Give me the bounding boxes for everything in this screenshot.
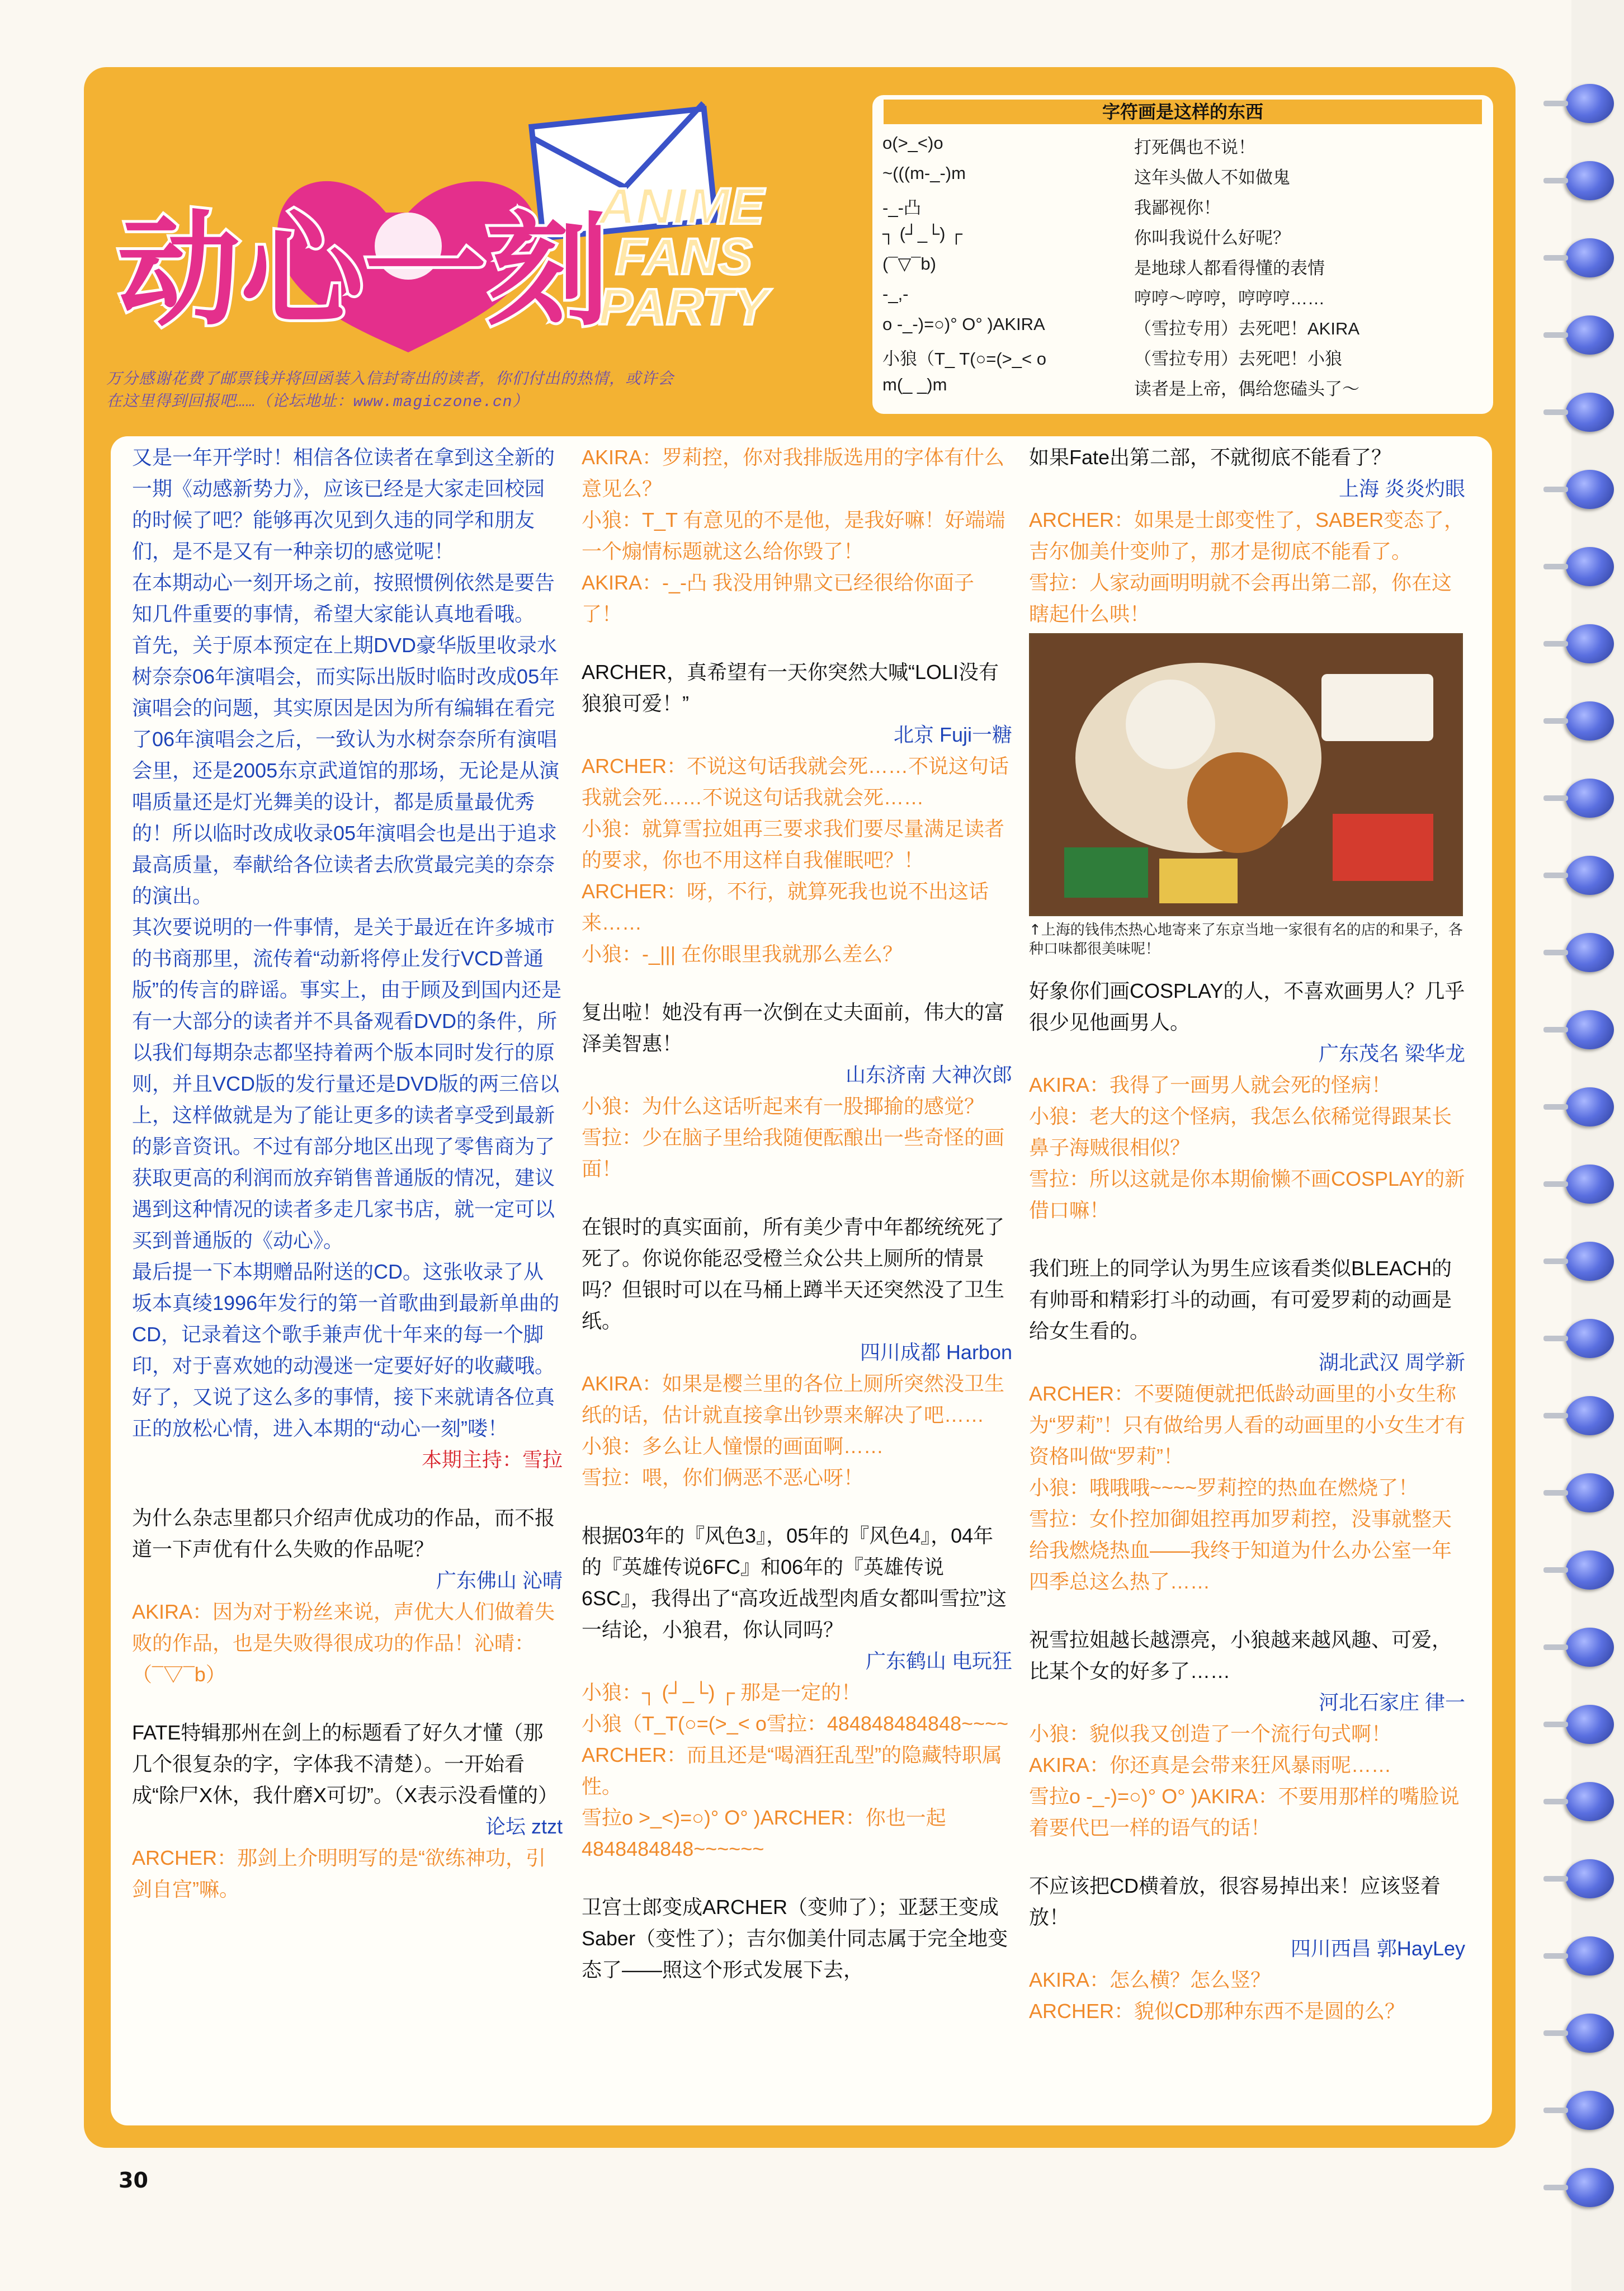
editor-reply: ARCHER：不说这句话我就会死……不说这句话我就会死……不说这句话我就会死……: [582, 755, 1009, 809]
ascii-meaning: 你叫我说什么好呢？: [1134, 228, 1290, 248]
ascii-face: o -_-)=○)° O° )AKIRA: [882, 314, 1045, 334]
reader-signature: 山东济南 大神次郎: [845, 1063, 1012, 1086]
host-editorial: 在本期动心一刻开场之前，按照惯例依然是要告知几件重要的事情，希望大家能认真地看哦。: [132, 571, 555, 625]
spacer: [1029, 1597, 1465, 1624]
ascii-face: m(_ _)m: [882, 375, 947, 394]
editor-reply: 雪拉：喂，你们俩恶不恶心呀！: [582, 1466, 864, 1489]
ascii-face: ┐ (┘_└) ┌: [882, 224, 962, 243]
ascii-meaning: 打死偶也不说！: [1134, 138, 1255, 157]
spacer: [582, 1493, 1012, 1520]
binding-ring: [1566, 1859, 1614, 1898]
ascii-face: ~(((m-_-)m: [882, 163, 966, 183]
spacer: [132, 1476, 563, 1502]
letter-text: ARCHER，真希望有一天你突然大喊“LOLI没有狼狼可爱！”: [582, 661, 999, 715]
reader-signature: 论坛 ztzt: [485, 1815, 563, 1838]
spacer: [582, 970, 1012, 997]
column-middle: [582, 442, 1012, 1986]
reader-signature: 湖北武汉 周学新: [1318, 1351, 1465, 1374]
binding-ring: [1566, 1473, 1614, 1512]
binding-ring: [1566, 1242, 1614, 1281]
letter-text: 卫宫士郎变成ARCHER（变帅了）；亚瑟王变成Saber（变性了）；吉尔伽美什同志属于完全地变态了——照这个形式发展下去，: [582, 1896, 1008, 1981]
binding-ring: [1566, 701, 1614, 741]
binding-ring: [1566, 2168, 1614, 2207]
editor-reply: 雪拉o >_<)=○)° O° )ARCHER：你也一起4848484848~~~~~~: [582, 1806, 946, 1860]
binding-ring: [1566, 2014, 1614, 2053]
ascii-row: [882, 133, 1486, 162]
spacer: [582, 1865, 1012, 1892]
wagashi-photo: [1029, 633, 1463, 916]
logo-sub-1: ANIME: [598, 178, 764, 235]
editor-reply: AKIRA：我得了一画男人就会死的怪病！: [1029, 1073, 1392, 1096]
intro-line: 万分感谢花费了邮票钱并将回函装入信封寄出的读者，你们付出的热情，或许会: [106, 371, 674, 389]
page-number: 30: [119, 2168, 148, 2193]
binding-ring: [1566, 1936, 1614, 1976]
host-editorial: 又是一年开学时！相信各位读者在拿到这全新的一期《动感新势力》，应该已经是大家走回校园的时候了吧？能够再次见到久违的同学和朋友们，是不是又有一种亲切的感觉呢！: [132, 446, 555, 563]
editor-reply: AKIRA：因为对于粉丝来说，声优大人们做着失败的作品，也是失败得很成功的作品！沁晴：（¯▽¯b）: [132, 1600, 555, 1686]
binding-ring: [1566, 1396, 1614, 1435]
reader-signature: 广东茂名 梁华龙: [1318, 1042, 1465, 1065]
reader-signature: 上海 炎炎灼眼: [1338, 477, 1465, 500]
reader-signature: 广东鹤山 电玩狂: [865, 1649, 1012, 1672]
spacer: [582, 630, 1012, 657]
intro-line: 在这里得到回报吧……（论坛地址：www.magiczone.cn）: [106, 394, 529, 411]
editor-reply: 小狼：就算雪拉姐再三要求我们要尽量满足读者的要求，你也不用这样自我催眠吧？！: [582, 817, 1005, 871]
host-editorial: 首先，关于原本预定在上期DVD豪华版里收录水树奈奈06年演唱会，而实际出版时临时改成05年演唱会的问题，其实原因是因为所有编辑在看完了06年演唱会之后，一致认为水树奈奈所有演唱会里，还是2005东京武道馆的那场，无论是从演唱质量还是灯光舞美的设计，都是质量最优秀的！所以临时改成收录05年演唱会也是出于追求最高质量，奉献给各位读者去欣赏最完美的奈奈的演出。: [132, 634, 560, 907]
ascii-meaning: （雪拉专用）去死吧！AKIRA: [1134, 319, 1360, 338]
reader-signature: 广东佛山 沁晴: [436, 1569, 563, 1592]
reader-signature: 四川西昌 郭HayLey: [1290, 1937, 1465, 1960]
letter-text: 祝雪拉姐越长越漂亮，小狼越来越风趣、可爱，比某个女的好多了……: [1029, 1628, 1452, 1682]
column-left: [132, 442, 563, 1905]
ascii-row: [882, 284, 1486, 313]
binding-ring: [1566, 2091, 1614, 2130]
editor-reply: 小狼：老大的这个怪病，我怎么依稀觉得跟某长鼻子海贼很相似？: [1029, 1105, 1452, 1159]
editor-reply: 小狼（T_T(○=(>_< o雪拉：484848484848~~~~: [582, 1712, 1009, 1735]
ascii-box-title: 字符画是这样的东西: [884, 100, 1482, 124]
spacer: [582, 1185, 1012, 1212]
editor-reply: 雪拉：女仆控加御姐控再加罗莉控，没事就整天给我燃烧热血——我终于知道为什么办公室一年四季总这么热了……: [1029, 1507, 1452, 1593]
editor-reply: 小狼：多么让人憧憬的画面啊……: [582, 1435, 884, 1458]
editor-reply: AKIRA：如果是樱兰里的各位上厕所突然没卫生纸的话，估计就直接拿出钞票来解决了吧……: [582, 1372, 1005, 1426]
reader-signature: 河北石家庄 律一: [1318, 1691, 1465, 1714]
binding-ring: [1566, 161, 1614, 200]
ascii-meaning: 是地球人都看得懂的表情: [1134, 258, 1325, 278]
ascii-row: [882, 163, 1486, 192]
ascii-row: [882, 224, 1486, 253]
letter-text: 不应该把CD横着放，很容易掉出来！应该竖着放！: [1029, 1874, 1441, 1929]
editor-reply: AKIRA：怎么横？怎么竖？: [1029, 1968, 1271, 1991]
host-editorial: 其次要说明的一件事情，是关于最近在许多城市的书商那里，流传着“动新将停止发行VCD普通版”的传言的辟谣。事实上，由于顾及到国内还是有一大部分的读者并不具备观看DVD的条件，所以我们每期杂志都坚持着两个版本同时发行的原则，并且VCD版的发行量还是DVD版的两三倍以上，这样做就是为了能让更多的读者享受到最新的影音资讯。不过有部分地区出现了零售商为了获取更高的利润而放弃销售普通版的情况，建议遇到这种情况的读者多走几家书店，就一定可以买到普通版的《动心》。: [132, 916, 561, 1252]
binding-ring: [1566, 1010, 1614, 1049]
editor-reply: 雪拉：人家动画明明就不会再出第二部，你在这瞎起什么哄！: [1029, 571, 1452, 625]
editor-reply: AKIRA：你还真是会带来狂风暴雨呢……: [1029, 1753, 1392, 1776]
ascii-row: [882, 254, 1486, 283]
spacer: [1029, 1844, 1465, 1870]
editor-reply: ARCHER：那剑上介明明写的是“欲练神功，引剑自宫”嘛。: [132, 1846, 546, 1901]
editor-reply: 小狼：-_||| 在你眼里我就那么差么？: [582, 942, 903, 965]
letter-text: 根据03年的『风色3』，05年的『风色4』，04年的『英雄传说6FC』和06年的『英雄传说6SC』，我得出了“高攻近战型肉盾女都叫雪拉”这一结论，小狼君，你认同吗？: [582, 1524, 1007, 1641]
editor-reply: 雪拉：所以这就是你本期偷懒不画COSPLAY的新借口嘛！: [1029, 1167, 1465, 1222]
binding-ring: [1566, 315, 1614, 355]
ascii-row: [882, 375, 1486, 404]
editor-reply: 小狼：貌似我又创造了一个流行句式啊！: [1029, 1722, 1392, 1745]
host-editorial: 最后提一下本期赠品附送的CD。这张收录了从坂本真绫1996年发行的第一首歌曲到最新单曲的CD，记录着这个歌手兼声优十年来的每一个脚印，对于喜欢她的动漫迷一定要好好的收藏哦。: [132, 1260, 560, 1377]
letter-text: 复出啦！她没有再一次倒在丈夫面前，伟大的富泽美智惠！: [582, 1001, 1005, 1055]
editor-reply: ARCHER：呀，不行，就算死我也说不出这话来……: [582, 880, 989, 934]
binding-ring: [1566, 1087, 1614, 1126]
logo-sub-3: PARTY: [598, 279, 768, 336]
letter-text: 为什么杂志里都只介绍声优成功的作品，而不报道一下声优有什么失败的作品呢？: [132, 1506, 555, 1561]
editor-reply: AKIRA：罗莉控，你对我排版选用的字体有什么意见么？: [582, 446, 1005, 500]
binding-ring: [1566, 238, 1614, 277]
binding-ring: [1566, 856, 1614, 895]
ascii-face: -_,-: [882, 284, 909, 304]
editor-reply: ARCHER：而且还是“喝酒狂乱型”的隐藏特职属性。: [582, 1743, 1002, 1798]
ascii-face: 小狼（T_ T(○=(>_< o: [882, 349, 1046, 369]
binding-ring: [1566, 1319, 1614, 1358]
logo-title: 动心一刻: [117, 199, 610, 342]
reader-signature: 北京 Fuji一糖: [893, 723, 1012, 746]
intro-text: [106, 369, 850, 414]
letter-text: 在银时的真实面前，所有美少青中年都统统死了死了。你说你能忍受橙兰众公共上厕所的情景吗？但银时可以在马桶上蹲半天还突然没了卫生纸。: [582, 1215, 1005, 1332]
binding-ring: [1566, 393, 1614, 432]
binding-ring: [1566, 1782, 1614, 1821]
ascii-face: -_-凸: [882, 198, 921, 218]
letter-text: 我们班上的同学认为男生应该看类似BLEACH的有帅哥和精彩打斗的动画，有可爱罗莉的动画是给女生看的。: [1029, 1257, 1452, 1342]
host-signature: 本期主持：雪拉: [421, 1448, 563, 1471]
editor-reply: ARCHER：如果是士郎变性了，SABER变态了，吉尔伽美什变帅了，那才是彻底不能看了。: [1029, 508, 1465, 563]
reader-signature: 四川成都 Harbon: [860, 1341, 1012, 1364]
ascii-row: [882, 194, 1486, 223]
binding-ring: [1566, 1628, 1614, 1667]
ascii-meaning: 读者是上帝，偶给您磕头了～: [1134, 379, 1359, 399]
editor-reply: 小狼：┐ (┘_└) ┌ 那是一定的！: [582, 1681, 862, 1704]
letter-text: 如果Fate出第二部，不就彻底不能看了？: [1029, 446, 1392, 469]
editor-reply: 雪拉：少在脑子里给我随便酝酿出一些奇怪的画面！: [582, 1126, 1005, 1180]
ascii-row: [882, 345, 1486, 374]
binding-ring: [1566, 1705, 1614, 1744]
spiral-binding: [1557, 0, 1624, 2291]
spacer: [1029, 1226, 1465, 1253]
binding-ring: [1566, 779, 1614, 818]
spacer: [132, 1690, 563, 1717]
editor-reply: 小狼：T_T 有意见的不是他，是我好嘛！好端端一个煽情标题就这么给你毁了！: [582, 508, 1005, 563]
host-editorial: 好了，又说了这么多的事情，接下来就请各位真正的放松心情，进入本期的“动心一刻”喽！: [132, 1385, 555, 1440]
editor-reply: 小狼：为什么这话听起来有一股揶揄的感觉？: [582, 1095, 985, 1118]
binding-ring: [1566, 547, 1614, 586]
binding-ring: [1566, 1550, 1614, 1590]
ascii-row: [882, 314, 1486, 343]
ascii-meaning: （雪拉专用）去死吧！小狼: [1134, 349, 1342, 369]
photo-caption: ↑上海的钱伟杰热心地寄来了东京当地一家很有名的店的和果子，各种口味都很美味呢！: [1029, 922, 1463, 958]
ascii-face: (¯▽¯b): [882, 254, 936, 274]
editor-reply: AKIRA：-_-凸 我没用钟鼎文已经很给你面子了！: [582, 571, 975, 625]
photo-image: [1031, 635, 1461, 914]
editor-reply: ARCHER：貌似CD那种东西不是圆的么？: [1029, 2000, 1405, 2023]
binding-ring: [1566, 933, 1614, 972]
editor-reply: 雪拉o -_-)=○)° O° )AKIRA：不要用那样的嘴脸说着要代巴一样的语气的话！: [1029, 1785, 1460, 1839]
editor-reply: ARCHER：不要随便就把低龄动画里的小女生称为“罗莉”！只有做给男人看的动画里的小女生才有资格叫做“罗莉”！: [1029, 1382, 1465, 1468]
column-logo: [95, 89, 833, 380]
letter-text: FATE特辑那州在剑上的标题看了好久才懂（那几个很复杂的字，字体我不清楚）。一开始看成“除尸X休，我什磨X可切”。（X表示没看懂的）: [132, 1721, 559, 1807]
binding-ring: [1566, 470, 1614, 509]
binding-ring: [1566, 1165, 1614, 1204]
editor-reply: 小狼：哦哦哦~~~~罗莉控的热血在燃烧了！: [1029, 1476, 1419, 1499]
ascii-face: o(>_<)o: [882, 133, 943, 153]
ascii-meaning: 这年头做人不如做鬼: [1134, 168, 1290, 187]
column-right: [1029, 442, 1465, 2027]
binding-ring: [1566, 624, 1614, 663]
ascii-meaning: 哼哼～哼哼，哼哼哼……: [1134, 289, 1325, 308]
letter-text: 好象你们画COSPLAY的人，不喜欢画男人？几乎很少见他画男人。: [1029, 979, 1465, 1034]
ascii-meaning: 我鄙视你！: [1134, 198, 1221, 218]
logo-sub-2: FANS: [615, 228, 753, 285]
binding-ring: [1566, 84, 1614, 123]
